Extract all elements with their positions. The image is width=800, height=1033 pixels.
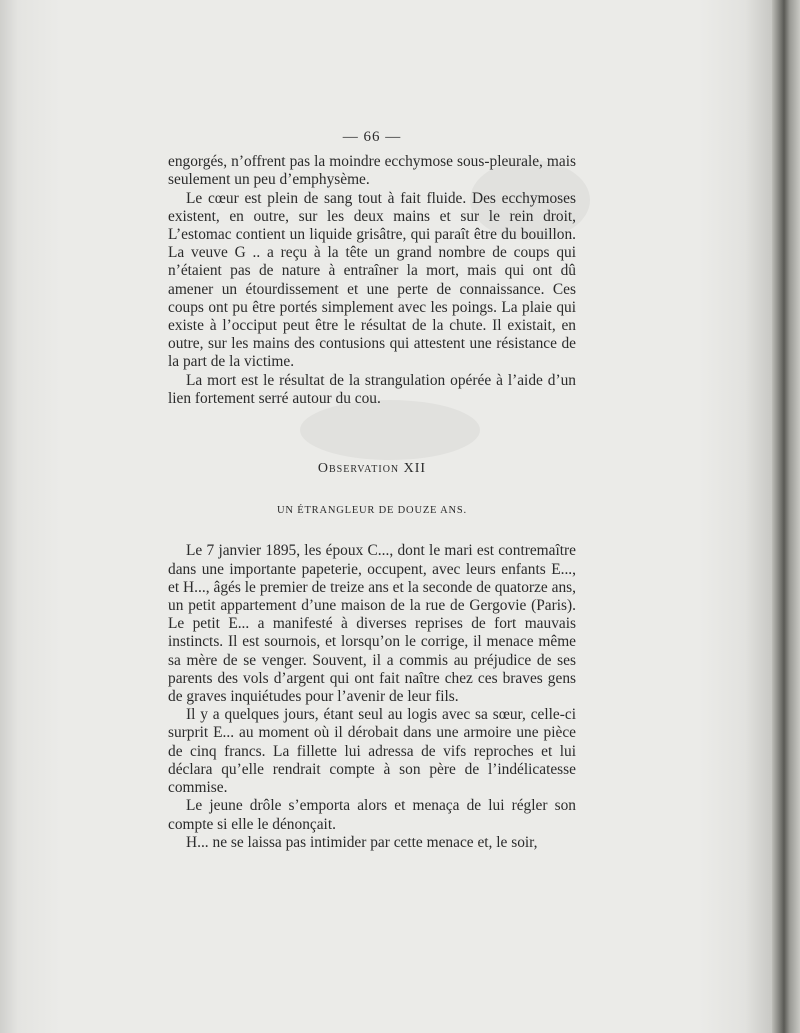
paragraph: Le jeune drôle s’emporta alors et menaça de lui régler son compte si elle le dénonçait. [168, 797, 576, 833]
page-text [168, 128, 576, 852]
book-binding-edge [772, 0, 800, 1033]
paragraph: Il y a quelques jours, étant seul au logis avec sa sœur, celle-ci surprit E... au moment où il dérobait dans une armoire une pièce de cinq francs. La fillette lui adressa de vifs reproches et lui déclara qu’elle rendrait compte à son père de l’indélicatesse commise. [168, 706, 576, 797]
page-number: — 66 — [342, 129, 402, 145]
paragraph: Le 7 janvier 1895, les époux C..., dont le mari est contremaître dans une importante papeterie, occupent, avec leurs enfants E..., et H..., âgés le premier de treize ans et la seconde de quatorze ans, un petit appartement d’une maison de la rue de Gergovie (Paris). Le petit E... a manifesté à diverses reprises de fort mauvais instincts. Il est sournois, et lorsqu’on le corrige, il menace même sa mère de se venger. Souvent, il a commis au préjudice de ses parents des vols d’argent qui ont fait naître chez ces braves gens de graves inquiétudes pour l’avenir de leur fils. [168, 542, 576, 706]
observation-subheading: UN ÉTRANGLEUR DE DOUZE ANS. [277, 505, 467, 517]
paragraph: Le cœur est plein de sang tout à fait fluide. Des ecchymoses existent, en outre, sur les deux mains et sur le rein droit, L’estomac contient un liquide grisâtre, qui paraît être du bouillon. La veuve G .. a reçu à la tête un grand nombre de coups qui n’étaient pas de nature à entraîner la mort, mais qui ont dû amener un étourdissement et une perte de connaissance. Ces coups ont pu être portés simplement avec les poings. La plaie qui existe à l’occiput peut être le résultat de la chute. Il existait, en outre, sur les mains des contusions qui attestent une résistance de la part de la victime. [168, 189, 576, 371]
paragraph: engorgés, n’offrent pas la moindre ecchymose sous-pleurale, mais seulement un peu d’emphysème. [168, 153, 576, 189]
observation-heading: Observation XII [317, 461, 427, 477]
paragraph: La mort est le résultat de la strangulation opérée à l’aide d’un lien fortement serré autour du cou. [168, 371, 576, 407]
paragraph: H... ne se laissa pas intimider par cette menace et, le soir, [186, 833, 538, 851]
